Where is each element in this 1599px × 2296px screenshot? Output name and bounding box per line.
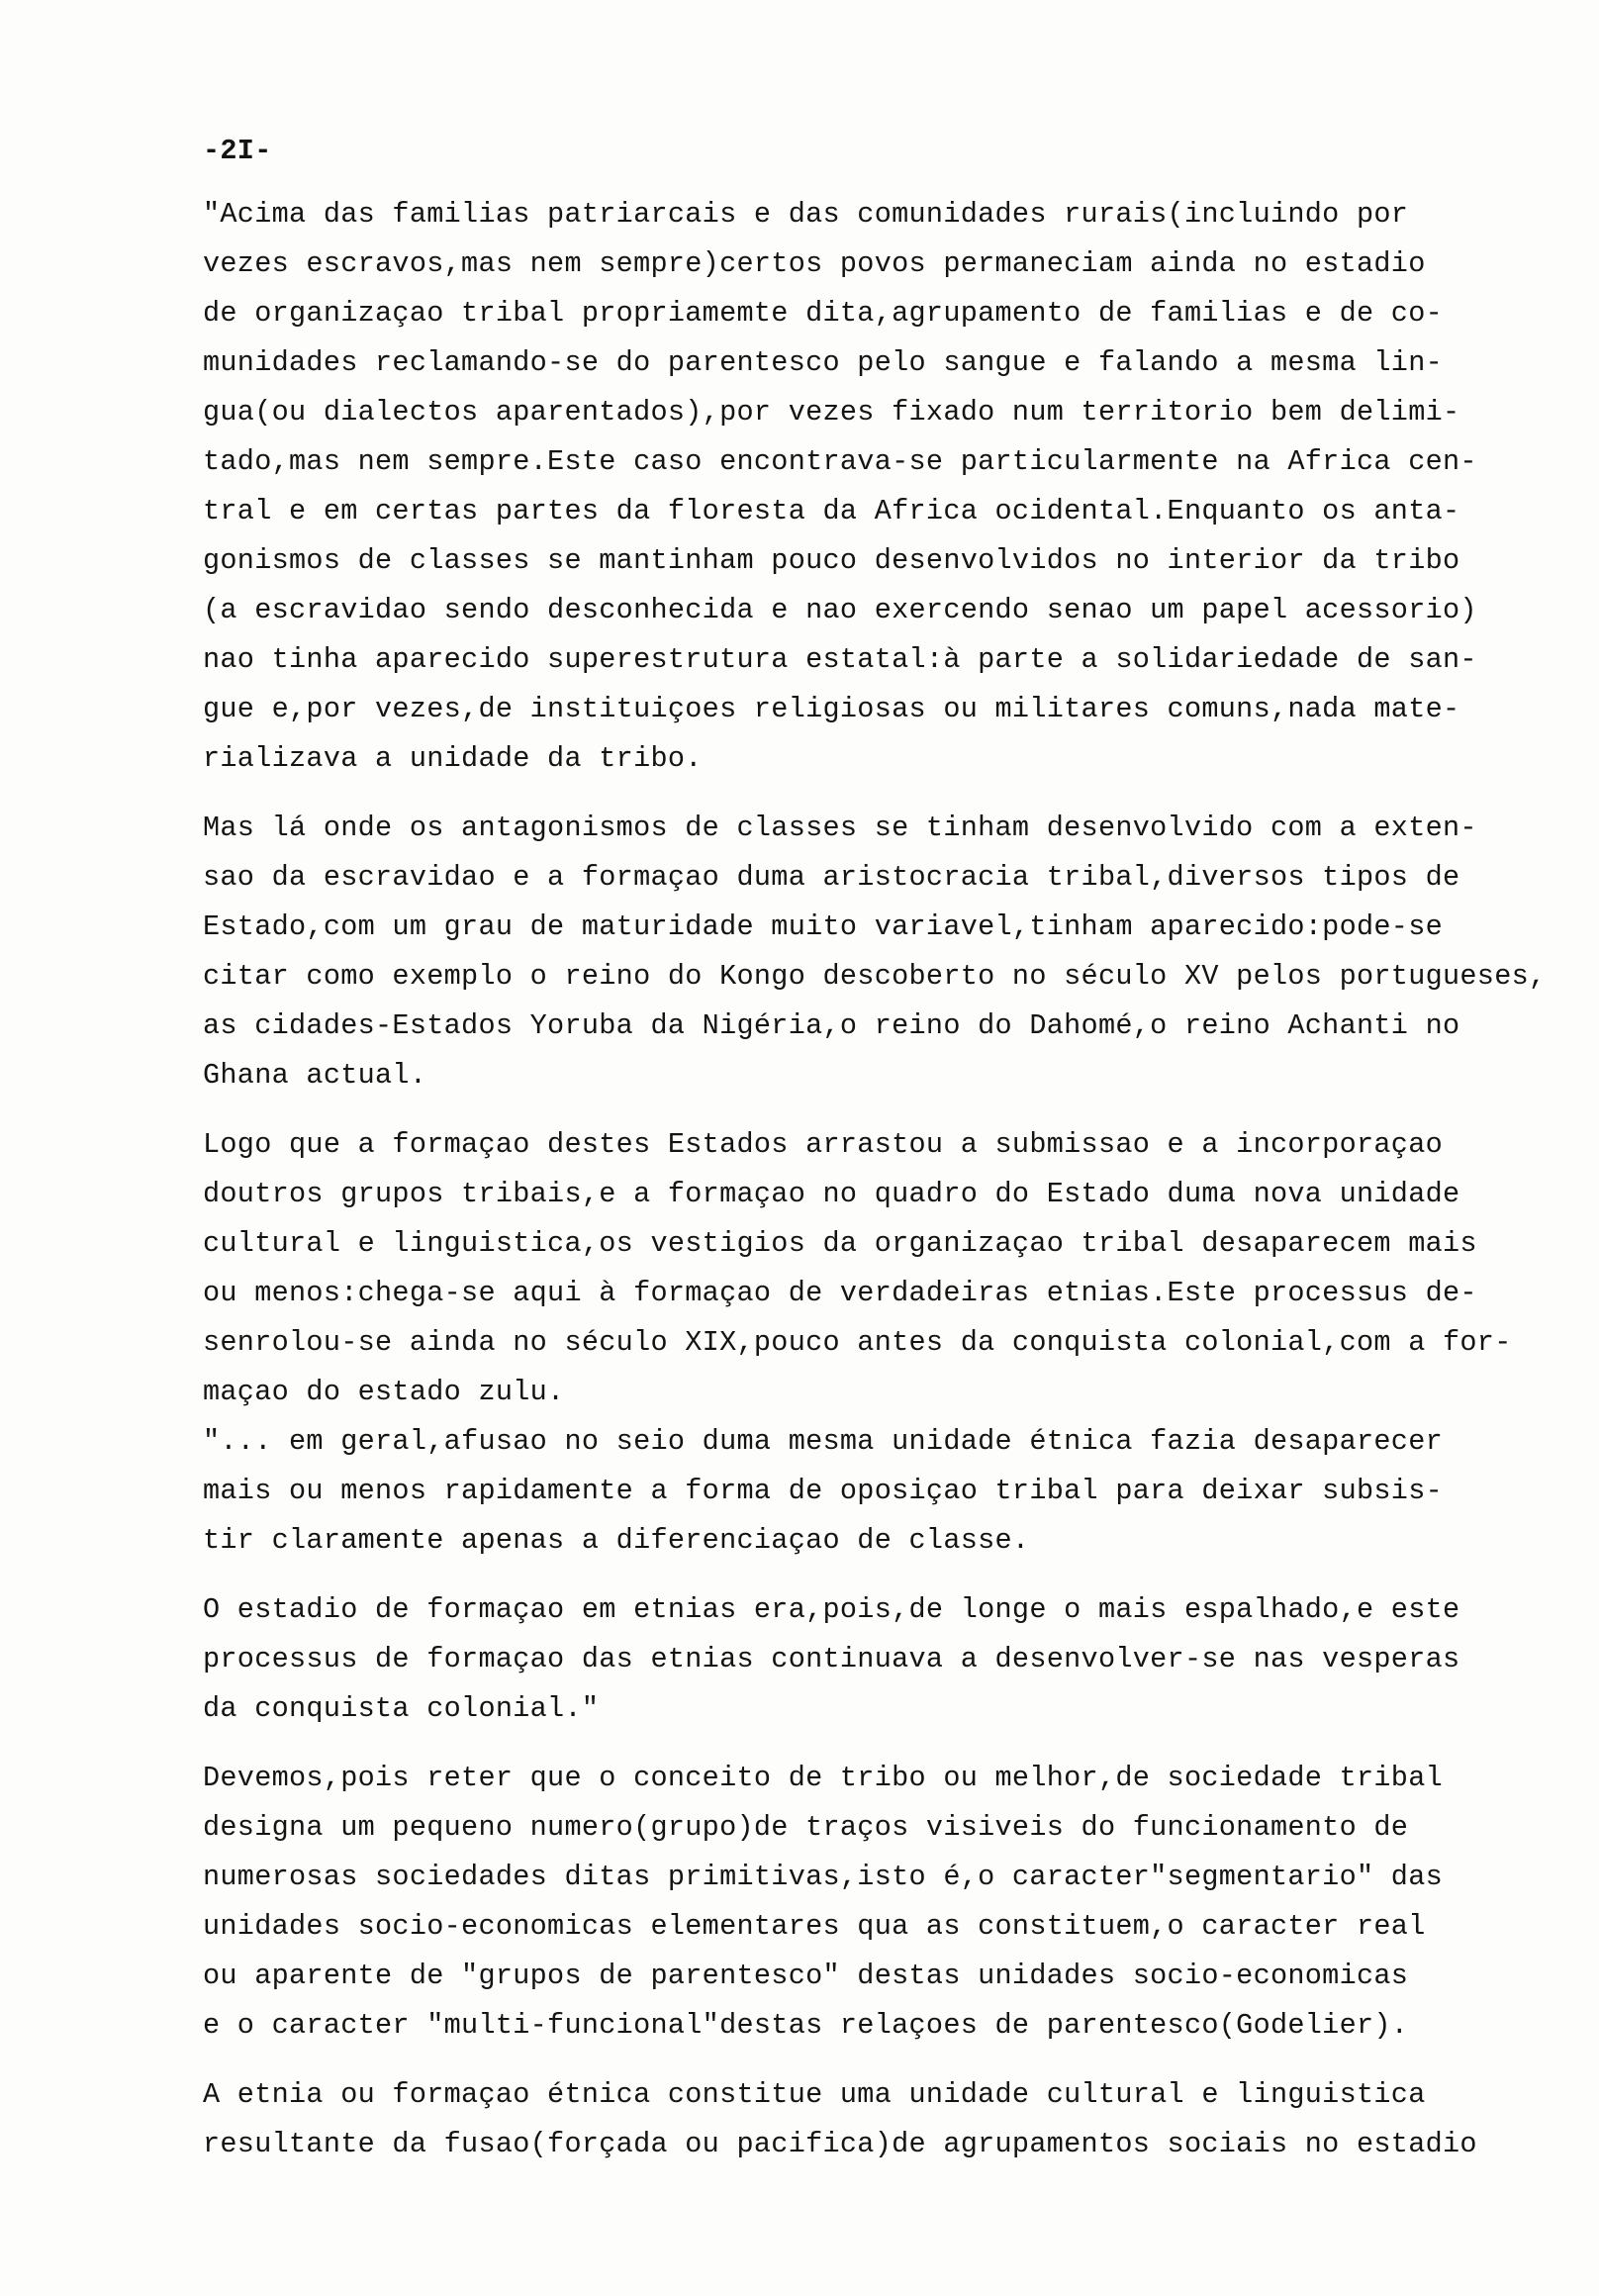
text-line: unidades socio-economicas elementares qua as constituem,o caracter real (203, 1910, 1426, 1943)
text-line: "Acima das familias patriarcais e das comunidades rurais(incluindo por (203, 198, 1409, 231)
text-line: gua(ou dialectos aparentados),por vezes fixado num territorio bem delimi- (203, 396, 1460, 429)
text-line: tral e em certas partes da floresta da Africa ocidental.Enquanto os anta- (203, 495, 1460, 527)
paragraph (203, 2070, 1588, 2169)
text-line: gue e,por vezes,de instituiçoes religiosas ou militares comuns,nada mate- (203, 693, 1460, 725)
text-line: nao tinha aparecido superestrutura estatal:à parte a solidariedade de san- (203, 643, 1477, 676)
text-line: senrolou-se ainda no século XIX,pouco antes da conquista colonial,com a for- (203, 1326, 1512, 1359)
text-line: processus de formaçao das etnias continuava a desenvolver-se nas vesperas (203, 1643, 1460, 1675)
text-line: designa um pequeno numero(grupo)de traços visiveis do funcionamento de (203, 1811, 1409, 1844)
text-line: Logo que a formaçao destes Estados arrastou a submissao e a incorporaçao (203, 1128, 1443, 1161)
text-line: munidades reclamando-se do parentesco pelo sangue e falando a mesma lin- (203, 346, 1443, 379)
text-line: tado,mas nem sempre.Este caso encontrava-se particularmente na Africa cen- (203, 445, 1477, 478)
text-line: Ghana actual. (203, 1059, 427, 1092)
text-line: citar como exemplo o reino do Kongo descoberto no século XV pelos portugueses, (203, 960, 1547, 993)
text-line: numerosas sociedades ditas primitivas,isto é,o caracter"segmentario" das (203, 1861, 1443, 1893)
text-line: "... em geral,afusao no seio duma mesma unidade étnica fazia desaparecer (203, 1425, 1443, 1458)
text-line: da conquista colonial." (203, 1692, 600, 1725)
text-line: O estadio de formaçao em etnias era,pois,de longe o mais espalhado,e este (203, 1593, 1460, 1626)
paragraph (203, 804, 1588, 1100)
typewritten-text (203, 127, 1588, 2189)
paragraph (203, 1585, 1588, 1734)
text-line: sao da escravidao e a formaçao duma aristocracia tribal,diversos tipos de (203, 861, 1460, 894)
paragraph (203, 1120, 1588, 1417)
text-line: mais ou menos rapidamente a forma de oposiçao tribal para deixar subsis- (203, 1475, 1443, 1507)
text-line: rializava a unidade da tribo. (203, 742, 703, 775)
text-line: doutros grupos tribais,e a formaçao no quadro do Estado duma nova unidade (203, 1178, 1460, 1210)
text-line: (a escravidao sendo desconhecida e nao exercendo senao um papel acessorio) (203, 594, 1477, 626)
paragraph (203, 190, 1588, 784)
paragraph (203, 1754, 1588, 2051)
text-line: Mas lá onde os antagonismos de classes se tinham desenvolvido com a exten- (203, 812, 1477, 844)
text-line: vezes escravos,mas nem sempre)certos povos permaneciam ainda no estadio (203, 247, 1426, 280)
text-line: Devemos,pois reter que o conceito de tribo ou melhor,de sociedade tribal (203, 1762, 1443, 1794)
text-line: gonismos de classes se mantinham pouco desenvolvidos no interior da tribo (203, 544, 1460, 577)
page-number: -2I- (203, 135, 272, 167)
paragraph (203, 1417, 1588, 1566)
text-line: e o caracter "multi-funcional"destas relaçoes de parentesco(Godelier). (203, 2009, 1409, 2042)
text-line: as cidades-Estados Yoruba da Nigéria,o reino do Dahomé,o reino Achanti no (203, 1009, 1460, 1042)
text-line: maçao do estado zulu. (203, 1376, 565, 1408)
text-line: Estado,com um grau de maturidade muito variavel,tinham aparecido:pode-se (203, 910, 1443, 943)
paragraph-container (203, 190, 1588, 2169)
text-line: A etnia ou formaçao étnica constitue uma unidade cultural e linguistica (203, 2078, 1426, 2111)
text-line: cultural e linguistica,os vestigios da organizaçao tribal desaparecem mais (203, 1227, 1477, 1260)
text-line: tir claramente apenas a diferenciaçao de classe. (203, 1524, 1030, 1557)
text-line: de organizaçao tribal propriamemte dita,agrupamento de familias e de co- (203, 297, 1443, 330)
text-line: resultante da fusao(forçada ou pacifica)de agrupamentos sociais no estadio (203, 2128, 1477, 2160)
text-line: ou aparente de "grupos de parentesco" destas unidades socio-economicas (203, 1960, 1409, 1992)
text-line: ou menos:chega-se aqui à formaçao de verdadeiras etnias.Este processus de- (203, 1277, 1477, 1309)
